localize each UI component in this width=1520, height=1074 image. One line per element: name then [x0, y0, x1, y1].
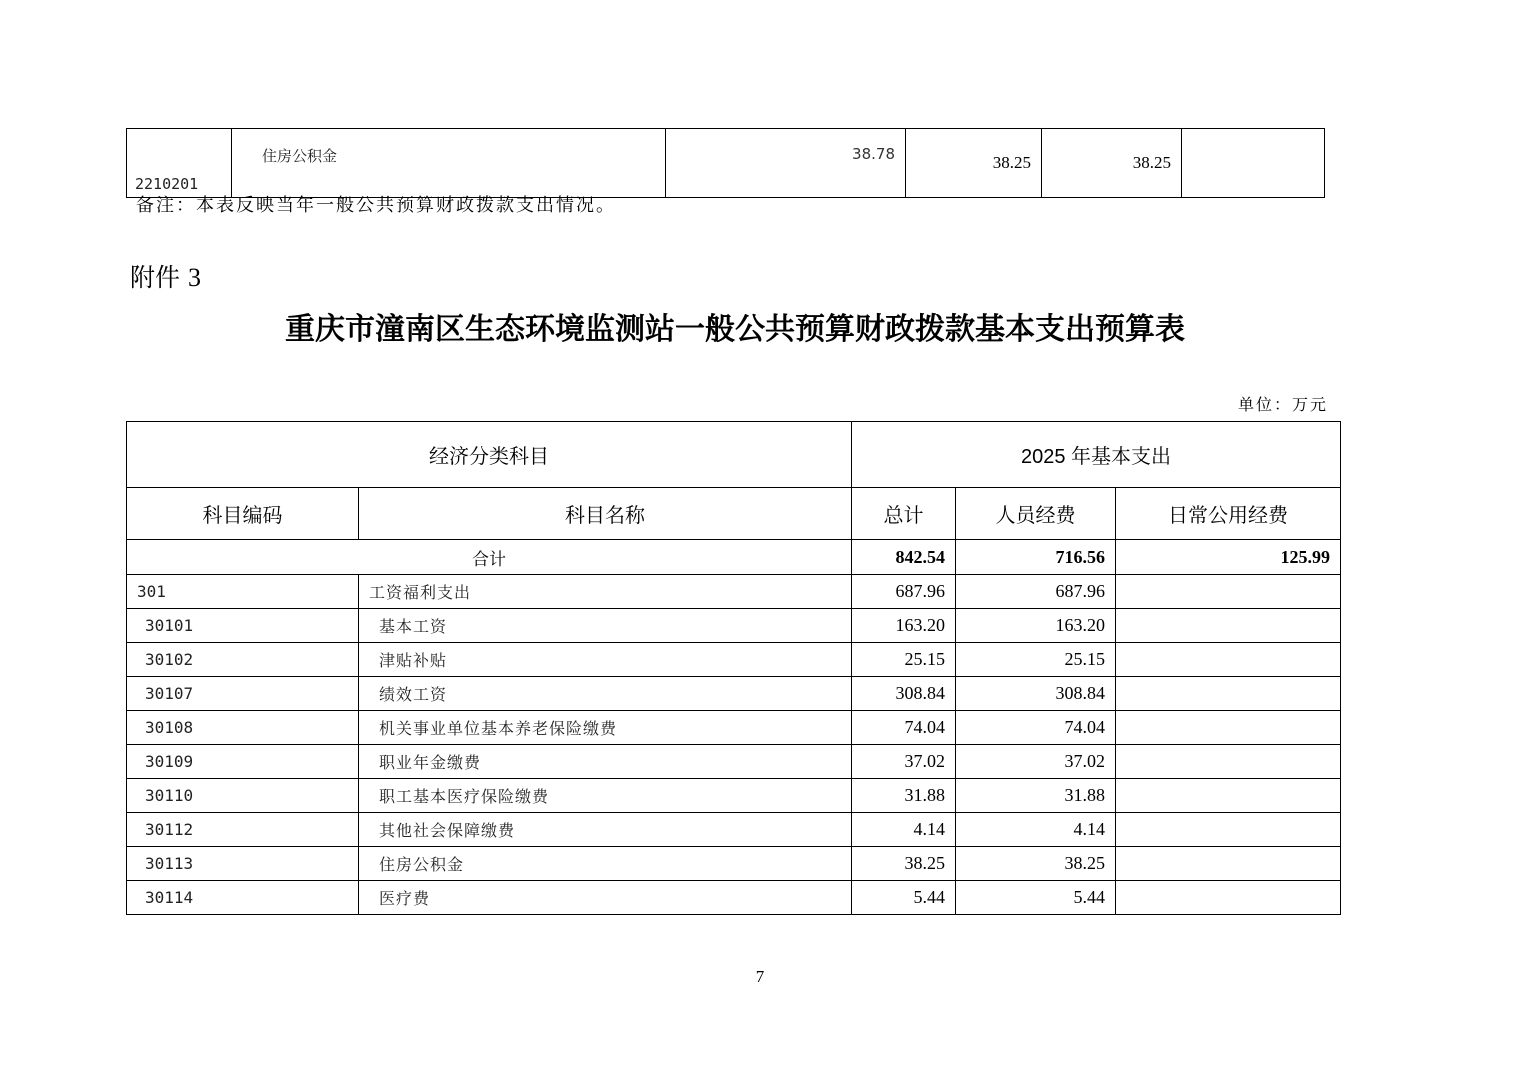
page-title: 重庆市潼南区生态环境监测站一般公共预算财政拨款基本支出预算表: [285, 312, 1185, 347]
total-label: 合计: [127, 540, 852, 575]
public-amount-cell: [1116, 745, 1341, 779]
subject-name: 其他社会保障缴费: [359, 813, 852, 847]
subject-code: 30101: [127, 609, 359, 643]
col-header-code: 科目编码: [127, 488, 359, 540]
public-amount-cell: [1116, 575, 1341, 609]
public-amount-cell: [1116, 677, 1341, 711]
total-amount-cell: 4.14: [852, 813, 956, 847]
subject-name: 工资福利支出: [359, 575, 852, 609]
amount-cell: 38.25: [906, 129, 1042, 198]
total-amount-cell: 687.96: [852, 575, 956, 609]
total-amount-cell: 74.04: [852, 711, 956, 745]
table-row: [127, 677, 1341, 711]
personnel-amount-cell: 38.25: [956, 847, 1116, 881]
public-amount-cell: [1116, 711, 1341, 745]
unit-label: 单位：万元: [1237, 395, 1328, 414]
personnel-amount-cell: 31.88: [956, 779, 1116, 813]
subject-name: 住房公积金: [232, 129, 666, 198]
amount-cell: 38.78: [666, 129, 906, 198]
previous-table: [126, 128, 1325, 198]
total-row: [127, 540, 1341, 575]
total-amount-cell: 163.20: [852, 609, 956, 643]
table-row: [127, 847, 1341, 881]
subject-name: 职业年金缴费: [359, 745, 852, 779]
subject-name: 机关事业单位基本养老保险缴费: [359, 711, 852, 745]
personnel-amount-cell: 163.20: [956, 609, 1116, 643]
subject-code: 30102: [127, 643, 359, 677]
subject-code: 30110: [127, 779, 359, 813]
subject-code: 30112: [127, 813, 359, 847]
subject-name: 职工基本医疗保险缴费: [359, 779, 852, 813]
group-header-row: [127, 422, 1341, 488]
amount-cell: 38.25: [1042, 129, 1182, 198]
subject-code: 30107: [127, 677, 359, 711]
col-header-total: 总计: [852, 488, 956, 540]
subject-name: 医疗费: [359, 881, 852, 915]
subject-code: 30114: [127, 881, 359, 915]
subject-code: 30109: [127, 745, 359, 779]
subject-code: 30108: [127, 711, 359, 745]
subject-name: 基本工资: [359, 609, 852, 643]
table-row: [127, 779, 1341, 813]
public-amount-cell: [1116, 847, 1341, 881]
public-amount-cell: [1116, 779, 1341, 813]
personnel-amount-cell: 308.84: [956, 677, 1116, 711]
personnel-amount-cell: 4.14: [956, 813, 1116, 847]
total-amount-cell: 38.25: [852, 847, 956, 881]
subject-name: 住房公积金: [359, 847, 852, 881]
basic-expenditure-header: 2025 年基本支出: [852, 422, 1341, 488]
total-amount: 842.54: [852, 540, 956, 575]
total-amount-cell: 308.84: [852, 677, 956, 711]
table-row: [127, 881, 1341, 915]
col-header-public: 日常公用经费: [1116, 488, 1341, 540]
amount-cell: [1182, 129, 1325, 198]
page-number: 7: [755, 967, 765, 986]
public-amount-cell: [1116, 643, 1341, 677]
attachment-label: [130, 258, 201, 294]
total-personnel: 716.56: [956, 540, 1116, 575]
total-amount-cell: 25.15: [852, 643, 956, 677]
total-public: 125.99: [1116, 540, 1341, 575]
attachment-word: 附件: [130, 263, 181, 292]
table-row: [127, 745, 1341, 779]
public-amount-cell: [1116, 813, 1341, 847]
subject-code: 301: [127, 575, 359, 609]
table-row: [127, 129, 1325, 198]
personnel-amount-cell: 74.04: [956, 711, 1116, 745]
col-header-name: 科目名称: [359, 488, 852, 540]
col-header-personnel: 人员经费: [956, 488, 1116, 540]
public-amount-cell: [1116, 609, 1341, 643]
subject-code: 2210201: [127, 129, 232, 198]
table-row: [127, 643, 1341, 677]
personnel-amount-cell: 37.02: [956, 745, 1116, 779]
table-row: [127, 575, 1341, 609]
total-amount-cell: 37.02: [852, 745, 956, 779]
table-row: [127, 711, 1341, 745]
personnel-amount-cell: 25.15: [956, 643, 1116, 677]
subject-name: 绩效工资: [359, 677, 852, 711]
table-note: 备注：本表反映当年一般公共预算财政拨款支出情况。: [136, 195, 616, 216]
table-row: [127, 609, 1341, 643]
column-header-row: [127, 488, 1341, 540]
personnel-amount-cell: 5.44: [956, 881, 1116, 915]
personnel-amount-cell: 687.96: [956, 575, 1116, 609]
subject-code: 30113: [127, 847, 359, 881]
economic-category-header: 经济分类科目: [127, 422, 852, 488]
budget-table: [126, 421, 1341, 915]
public-amount-cell: [1116, 881, 1341, 915]
total-amount-cell: 31.88: [852, 779, 956, 813]
subject-name: 津贴补贴: [359, 643, 852, 677]
table-row: [127, 813, 1341, 847]
attachment-number: 3: [187, 263, 201, 292]
total-amount-cell: 5.44: [852, 881, 956, 915]
